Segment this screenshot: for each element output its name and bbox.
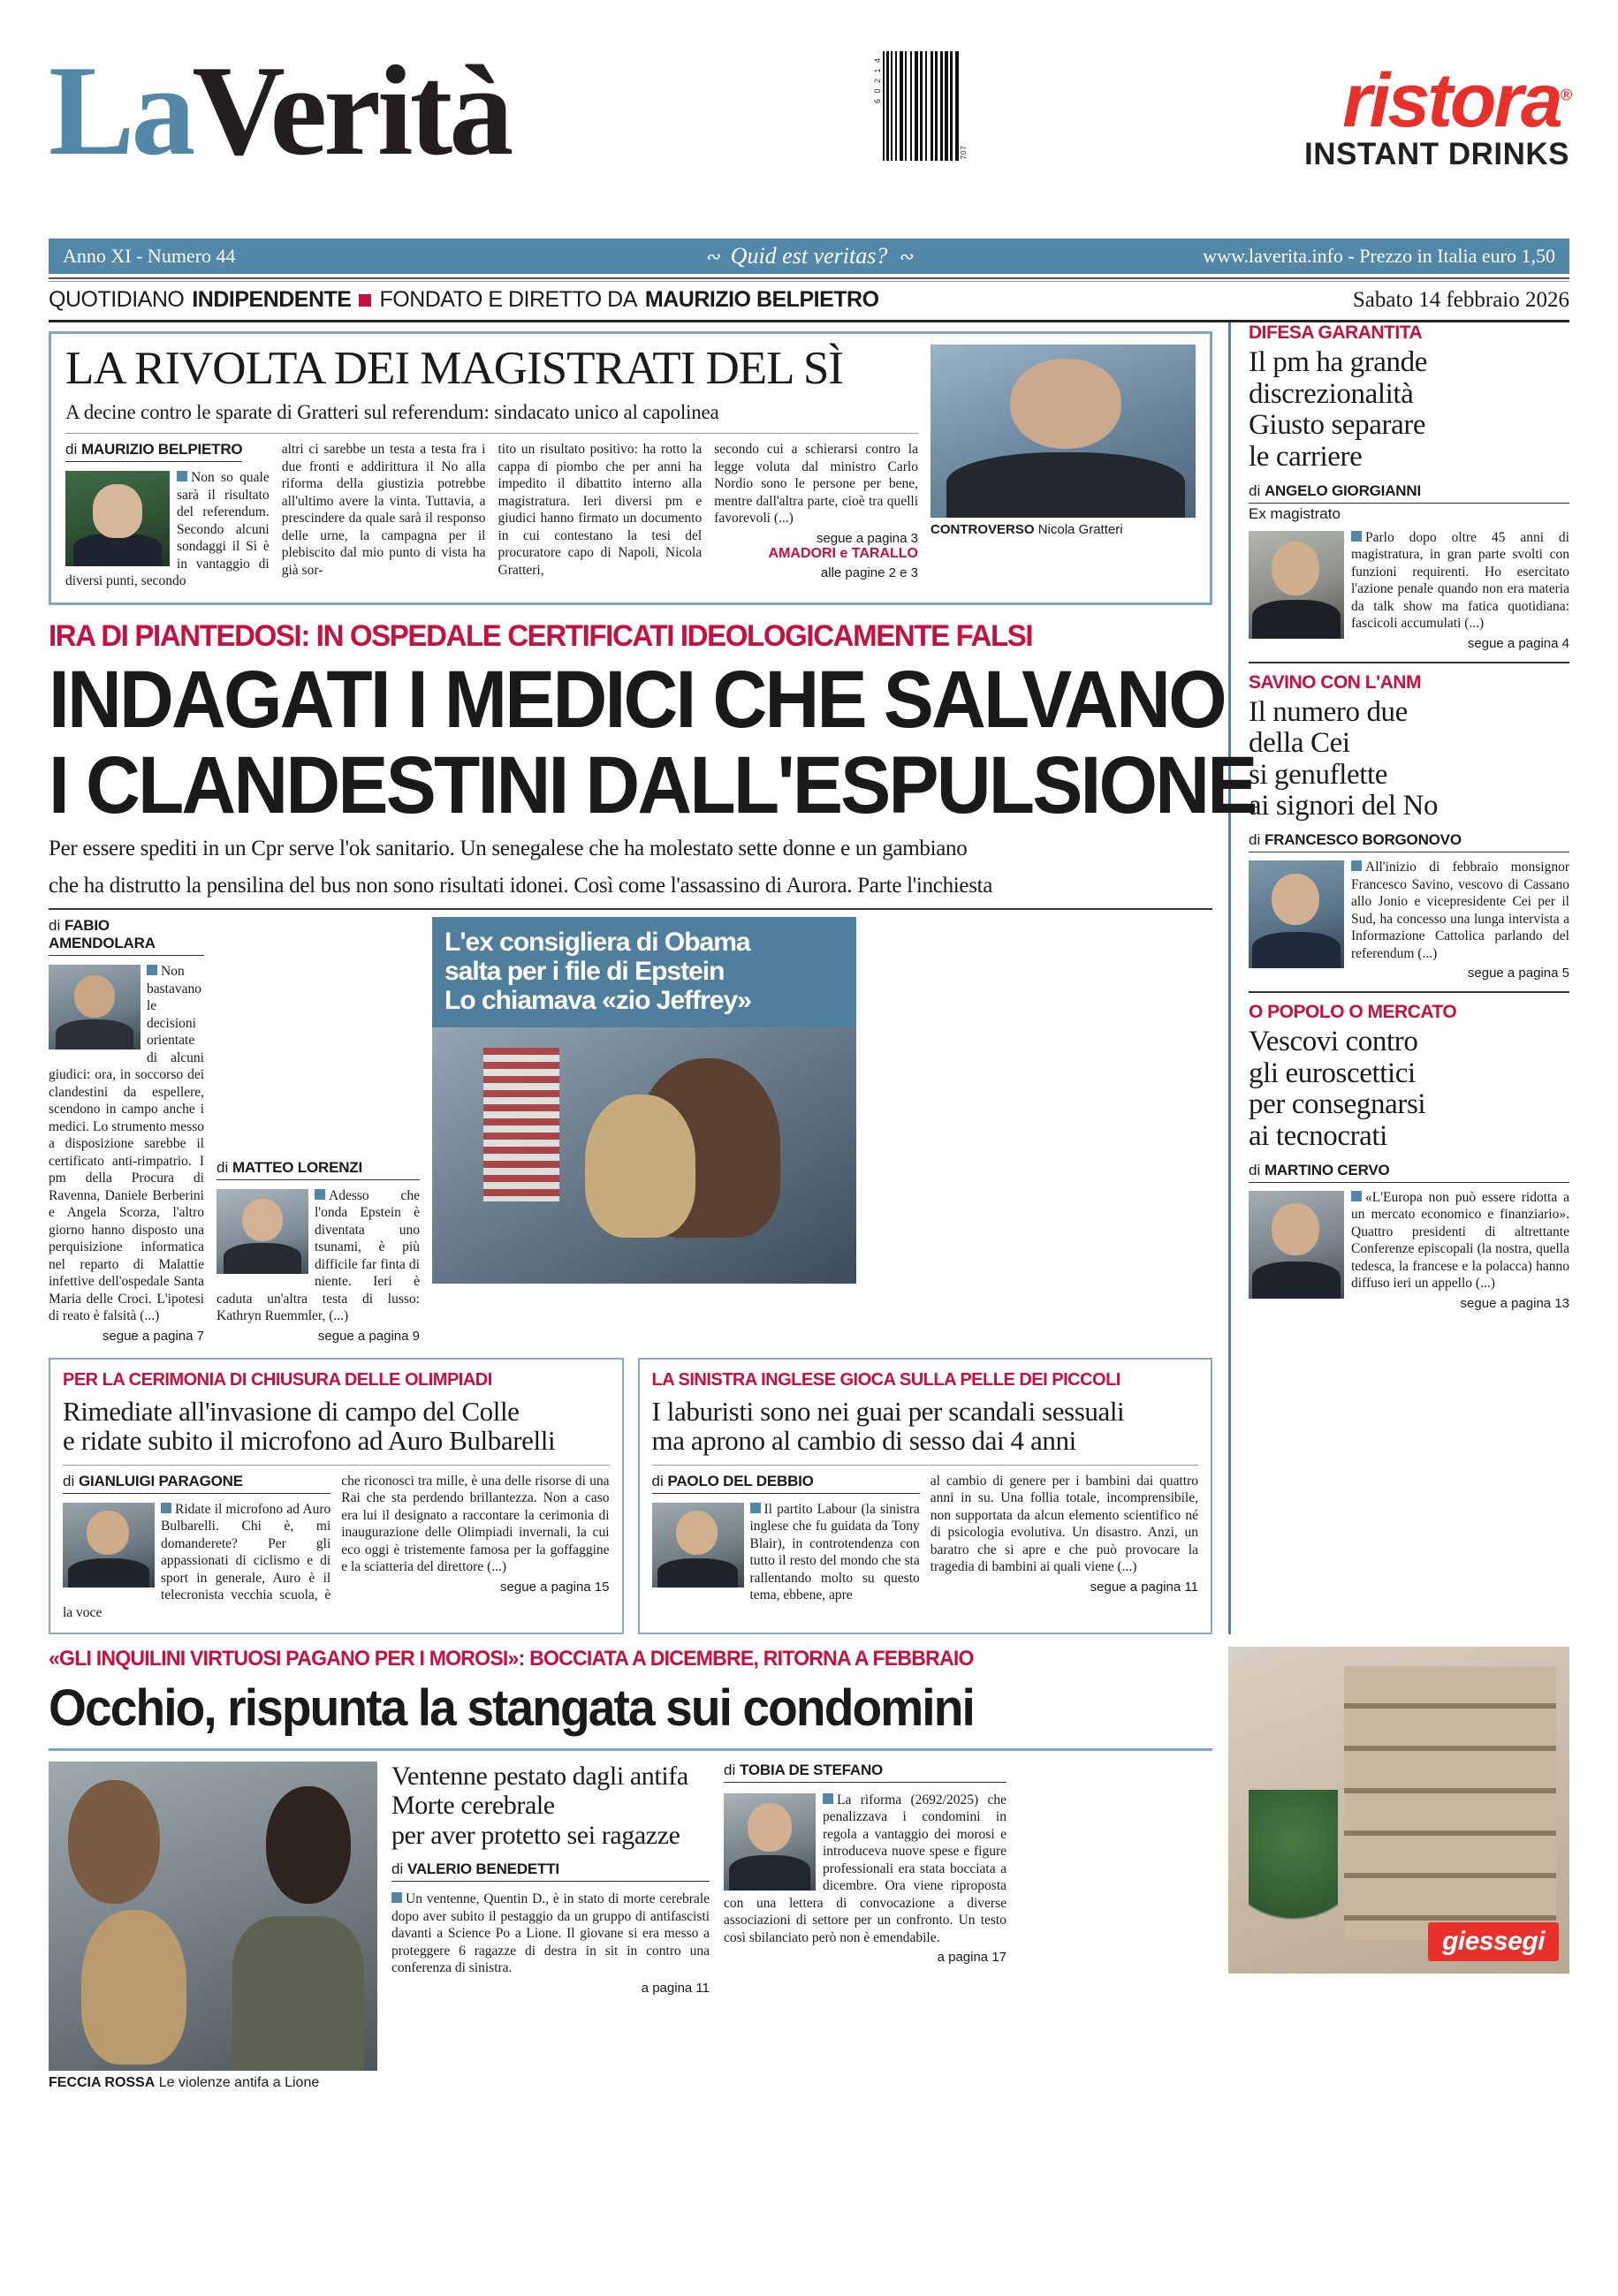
ventenne-page-ref[interactable]: a pagina 11: [641, 1980, 710, 1996]
crowd-head-2: [81, 1910, 186, 2065]
epstein-photo-block[interactable]: [432, 917, 856, 1344]
bottom-grid: [49, 1762, 1212, 2091]
ventenne-text: Un ventenne, Quentin D., è in stato di morte cerebrale dopo aver subito il pestaggio da un gruppo di antifascisti davanti a Science Po a Lione. Il giovane si era messo a proteggere 6 ragazze di destra in sit in contro una conferenza di sinistra.: [391, 1891, 710, 1976]
laburisti-col2-text: al cambio di genere per i bambini dai quattro anni in su. Una follia totale, incomprensibile, non supportata da alcun elemento scientifico né di psicologia evolutiva. Un disastro. Anzi, un baratro che si apre e che può provocare la tragedia di bambini ai quali viene (...): [930, 1473, 1198, 1575]
sidebar-segue-2[interactable]: segue a pagina 13: [1460, 1295, 1569, 1311]
sidebar-byline-0: [1249, 482, 1569, 504]
author-photo-giorgianni: [1249, 531, 1344, 639]
lorenzi-segue[interactable]: segue a pagina 9: [317, 1328, 420, 1344]
masthead: [49, 0, 1569, 239]
ristora-brand-text: ristora: [1342, 58, 1561, 143]
laburisti-col-2: [931, 1473, 1198, 1604]
condomini-text: La riforma (2692/2025) che penalizzava i condomini in regola a vantaggio dei morosi e introduceva nuove spese e figure professionali era stata bocciata a dicembre. Ora viene riproposta con una lettera di convocazione a diverse associazioni di settore per un confronto. Un testo così sbilanciato però non è emendabile.: [724, 1792, 1007, 1945]
condomini-story[interactable]: [724, 1762, 1007, 2091]
byline-prefix: di: [1249, 1161, 1261, 1178]
olimpiadi-segue[interactable]: segue a pagina 15: [500, 1579, 610, 1595]
bottom-left-column: [49, 1647, 1212, 2091]
crowd-head-3: [266, 1786, 352, 1904]
author-photo-belpietro: [65, 471, 170, 566]
ventenne-story[interactable]: [391, 1762, 710, 2091]
ventenne-headline[interactable]: [391, 1762, 710, 1851]
olimpiadi-col2-text: che riconosci tra mille, è una delle risorse di una Rai che sta perdendo brillantezza. Non a caso era lui il designato a raccontare la cerimonia di inaugurazione delle Olimpiadi invernali, la cui eco oggi è tristemente famosa per la goffaggine e la sciatteria del direttore (...): [341, 1473, 610, 1575]
issue-number: Anno XI - Numero 44: [63, 245, 236, 267]
ventenne-headline-line-3: per aver protetto sei ragazze: [391, 1820, 680, 1850]
lead-segue-1[interactable]: segue a pagina 3: [816, 530, 918, 546]
sidebar-segue-1[interactable]: segue a pagina 5: [1467, 966, 1569, 981]
lead-caption-bold: CONTROVERSO: [931, 522, 1035, 537]
author-photo-destefano: [724, 1793, 816, 1891]
sidebar-divider-1: [1249, 662, 1569, 663]
deldebbio-byline: [652, 1473, 920, 1494]
antifa-caption-bold: FECCIA ROSSA: [49, 2074, 156, 2090]
olimpiadi-col1-text: Ridate il microfono ad Auro Bulbarelli. Chi è, mi domanderete? Per gli appassionati di ciclismo e di sport in generale, Auro è il telecronista vecchia scuola, è la voce: [63, 1501, 331, 1620]
byline-prefix: di: [724, 1761, 736, 1778]
publication-date: Sabato 14 febbraio 2026: [1352, 288, 1569, 312]
antifa-photo-block: [49, 1762, 377, 2091]
two-box-section: [49, 1358, 1212, 1634]
ventenne-headline-line-1: Ventenne pestato dagli antifa: [391, 1761, 688, 1791]
sidebar-item-popolo-mercato[interactable]: [1249, 1002, 1569, 1311]
olimpiadi-headline[interactable]: [63, 1397, 610, 1456]
strap-pre: QUOTIDIANO: [49, 287, 185, 312]
blue-square-icon: [391, 1892, 402, 1903]
sidebar-item-savino-anm[interactable]: [1249, 672, 1569, 981]
divider-medium: [49, 908, 1212, 910]
condomini-body: [724, 1792, 1007, 1947]
lead-headline[interactable]: LA RIVOLTA DEI MAGISTRATI DEL SÌ: [65, 343, 843, 394]
laburisti-headline-line-1: I laburisti sono nei guai per scandali sessuali: [651, 1395, 1125, 1427]
laburisti-columns: [652, 1473, 1199, 1604]
amendolara-column: [49, 917, 204, 1344]
byline-prefix: di: [65, 441, 78, 458]
sidebar-headline-0-line-4: le carriere: [1249, 440, 1363, 473]
lead-story-box[interactable]: [49, 331, 1212, 605]
ristora-advert[interactable]: [1304, 51, 1569, 172]
sidebar-body-0-text: Parlo dopo oltre 45 anni di magistratura, in gran parte svolti con funzioni requirenti. Ho esercitato l'azione penale quando non era materia da talk show ma fatica quotidiana: fascicoli accumulati (...): [1351, 529, 1569, 632]
barcode-number-top: 6 0 2 1 4: [872, 57, 882, 104]
sidebar-headline-0-line-2: discrezionalità: [1249, 377, 1414, 410]
sidebar-headline-2[interactable]: [1249, 1027, 1569, 1153]
lead-col-4: [714, 441, 918, 590]
info-bar: [49, 239, 1569, 274]
laburisti-kicker: LA SINISTRA INGLESE GIOCA SULLA PELLE DEI PICCOLI: [651, 1369, 1120, 1390]
bottom-advert-column: [1228, 1647, 1569, 2091]
byline-author[interactable]: FABIO AMENDOLARA: [49, 917, 156, 952]
crowd-head-1: [68, 1780, 160, 1904]
byline-author[interactable]: MARTINO CERVO: [1264, 1161, 1390, 1178]
sidebar-kicker-0: DIFESA GARANTITA: [1249, 322, 1423, 343]
bottom-kicker: «GLI INQUILINI VIRTUOSI PAGANO PER I MOROSI»: BOCCIATA A DICEMBRE, RITORNA A FEBBRAIO: [49, 1646, 974, 1671]
epstein-overlay-caption: [432, 917, 856, 1027]
photo-antifa-lione: [49, 1762, 377, 2071]
swirl-right-icon: ∾: [898, 246, 914, 267]
sidebar-body-2-text: «L'Europa non può essere ridotta a un mercato economico e finanziario». Quattro presidenti di altrettante Conferenze episcopali (la nostra, quella tedesca, la francese e la polacca) hanno diffuso ieri un appello (...): [1351, 1189, 1569, 1292]
lorenzi-text: Adesso che l'onda Epstein è diventata uno tsunami, è più difficile far finta di niente. Ieri è caduta un'altra testa di lusso: Kathryn Ruemmler, (...): [216, 1187, 420, 1324]
olimpiadi-headline-line-2: e ridate subito il microfono ad Auro Bulbarelli: [63, 1425, 556, 1457]
ventenne-body: [391, 1891, 710, 1977]
laburisti-headline-line-2: ma aprono al cambio di sesso dai 4 anni: [651, 1425, 1076, 1457]
sidebar-segue-0[interactable]: segue a pagina 4: [1467, 635, 1569, 651]
sidebar-headline-1-line-4: ai signori del No: [1249, 790, 1439, 822]
byline-author[interactable]: MAURIZIO BELPIETRO: [80, 441, 243, 458]
lorenzi-body: [216, 1187, 420, 1325]
sidebar-headline-1[interactable]: [1249, 697, 1569, 823]
olimpiadi-col-2: [341, 1473, 609, 1622]
mid-grid: [49, 917, 1212, 1344]
sidebar-headline-1-line-3: si genuflette: [1249, 758, 1387, 791]
lead-byline: [65, 441, 242, 462]
logo-la: La: [49, 39, 193, 182]
bookshelf-graphic: [1344, 1666, 1555, 1941]
barcode-bars: [883, 51, 959, 161]
amendolara-segue[interactable]: segue a pagina 7: [102, 1328, 204, 1344]
author-photo-lorenzi: [216, 1189, 308, 1274]
sidebar-headline-2-line-3: per consegnarsi: [1249, 1088, 1426, 1121]
info-bar-wrapper: [49, 239, 1569, 274]
sidebar-body-0: [1249, 529, 1569, 633]
sidebar-body-1: [1249, 859, 1569, 962]
olimpiadi-col-1: [63, 1473, 330, 1622]
box-laburisti[interactable]: [638, 1358, 1213, 1634]
lead-photo-block: [931, 345, 1196, 590]
sidebar-body-1-text: All'inizio di febbraio monsignor Francesco Savino, vescovo di Cassano allo Jonio e vicepresidente Cei per il Sud, ha concesso una lunga intervista a Informazione Cattolica parlando del referendum (...): [1351, 860, 1569, 961]
sidebar-headline-1-line-1: Il numero due: [1249, 695, 1408, 728]
sidebar-headline-2-line-1: Vescovi contro: [1249, 1026, 1418, 1058]
sidebar-column: [1228, 322, 1569, 1634]
barcode: [872, 51, 968, 161]
epstein-overlay-line-2: salta per i file di Epstein: [444, 957, 725, 987]
strap-left: [49, 287, 879, 313]
byline-prefix: di: [63, 1472, 75, 1489]
bottom-section: [49, 1647, 1569, 2091]
barcode-number-bottom: 707: [959, 144, 968, 159]
byline-author[interactable]: TOBIA DE STEFANO: [739, 1761, 884, 1778]
lead-col2-text: altri ci sarebbe un testa a testa fra i due fronti e addirittura il No alla riforma della giustizia potrebbe all'ultimo avere la vinta. Tuttavia, a prescindere da quale sarà il responso delle urne, la campagna per il plebiscito dal mio punto di vista ha già sor-: [281, 442, 486, 578]
giessegi-logo: giessegi: [1428, 1922, 1559, 1961]
registered-mark-icon: ®: [1560, 86, 1569, 104]
giessegi-advert[interactable]: [1228, 1647, 1569, 1974]
blue-square-icon: [1351, 860, 1362, 871]
logo-verita: Verità: [192, 39, 511, 182]
sidebar-item-difesa-garantita[interactable]: [1249, 322, 1569, 651]
olimpiadi-columns: [63, 1473, 610, 1622]
ventenne-headline-line-2: Morte cerebrale: [391, 1791, 555, 1821]
divider-thin: [63, 1465, 610, 1466]
divider-thin: [652, 1465, 1199, 1466]
website-price[interactable]: www.laverita.info - Prezzo in Italia euro 1,50: [1203, 245, 1555, 267]
strap-line: [49, 282, 1569, 320]
motto-text: Quid est veritas?: [730, 243, 888, 269]
author-photo-paragone: [63, 1503, 155, 1587]
olimpiadi-headline-line-1: Rimediate all'invasione di campo del Colle: [63, 1395, 520, 1427]
amendolara-text: Non bastavano le decisioni orientate di alcuni giudici: ora, in soccorso dei clandestini da espellere, scendono in campo anche i medici. Lo strumento messo a disposizione sarebbe il certificato anti-rimpatrio. I pm della Procura di Ravenna, Daniele Berberini e Angela Scorza, l'altro giorno hanno disposto una perquisizione informatica nel reparto di Malattie infettive dell'ospedale Santa Maria delle Croci. L'ipotesi di reato è falsità (...): [49, 964, 204, 1324]
lead-col-3: [498, 441, 703, 590]
antifa-photo-caption: [49, 2075, 377, 2091]
destefano-byline: [724, 1762, 1007, 1783]
byline-author[interactable]: ANGELO GIORGIANNI: [1264, 481, 1421, 499]
swirl-left-icon: ∾: [704, 246, 720, 267]
body-grid: [49, 322, 1569, 1634]
red-square-icon: [359, 294, 371, 307]
lead-story-text: [65, 345, 918, 590]
laburisti-segue[interactable]: segue a pagina 11: [1090, 1579, 1198, 1595]
byline-prefix: di: [651, 1472, 664, 1489]
blue-square-icon: [315, 1189, 325, 1200]
sidebar-headline-0-line-3: Giusto separare: [1249, 409, 1426, 442]
epstein-overlay-line-3: Lo chiamava «zio Jeffrey»: [444, 986, 751, 1016]
olimpiadi-body-1: [63, 1501, 330, 1622]
main-deck-line-1: Per essere spediti in un Cpr serve l'ok sanitario. Un senegalese che ha molestato sette donne e un gambiano: [49, 837, 968, 861]
strap-independent: INDIPENDENTE: [192, 287, 352, 312]
us-flag-element: [483, 1048, 559, 1201]
photo-gratteri: [931, 345, 1196, 518]
byline-prefix: di: [1249, 481, 1261, 499]
box-olimpiadi[interactable]: [49, 1358, 624, 1634]
ristora-tagline: INSTANT DRINKS: [1304, 137, 1569, 172]
lead-body-1: [65, 469, 270, 590]
ristora-wordmark: [1342, 58, 1569, 143]
motto: [705, 243, 913, 269]
byline-author[interactable]: PAOLO DEL DEBBIO: [667, 1472, 814, 1489]
lead-col-2: [282, 441, 486, 590]
sidebar-role-0: Ex magistrato: [1249, 504, 1341, 522]
sidebar-kicker-1: SAVINO CON L'ANM: [1249, 671, 1421, 693]
paragone-byline: [63, 1473, 330, 1494]
laburisti-col1-text: Il partito Labour (la sinistra inglese che fu guidata da Tony Blair), in controtendenza con tutto il resto del mondo che sta rallentando molto su questo tema, ebbene, apre: [749, 1501, 920, 1603]
author-photo-cervo: [1249, 1191, 1344, 1299]
sidebar-headline-0[interactable]: [1249, 347, 1569, 474]
lorenzi-column: [216, 1159, 420, 1344]
byline-prefix: di: [49, 917, 61, 935]
epstein-overlay-line-1: L'ex consigliera di Obama: [444, 928, 750, 958]
amendolara-byline: [49, 917, 204, 956]
crowd-body-4: [232, 1916, 364, 2071]
byline-prefix: di: [216, 1158, 229, 1176]
lead-authors-2[interactable]: AMADORI e TARALLO: [768, 545, 918, 561]
main-column: [49, 322, 1256, 1634]
lead-col4-text: secondo cui a schierarsi contro la legge voluta dal ministro Carlo Nordio sono le persone per bene, mentre dall'altra parte, cioè tra quelli favorevoli (...): [714, 442, 918, 527]
main-deck-line-2: che ha distrutto la pensilina del bus non sono risultati idonei. Così come l'assassino di Aurora. Parte l'inchiesta: [49, 874, 993, 898]
main-headline-line-2[interactable]: I CLANDESTINI DALL'ESPULSIONE: [49, 739, 1256, 830]
strap-founded: FONDATO E DIRETTO DA: [379, 287, 637, 312]
main-headline-line-1[interactable]: INDAGATI I MEDICI CHE SALVANO: [49, 654, 1225, 745]
byline-author[interactable]: GIANLUIGI PARAGONE: [78, 1472, 243, 1489]
condomini-page-ref[interactable]: a pagina 17: [937, 1950, 1007, 1966]
antifa-caption-text: Le violenze antifa a Lione: [158, 2074, 320, 2090]
masthead-logo[interactable]: [49, 39, 511, 182]
amendolara-body: [49, 963, 204, 1325]
sidebar-kicker-2: O POPOLO O MERCATO: [1249, 1002, 1457, 1023]
lead-columns: [65, 441, 918, 590]
laburisti-headline[interactable]: [652, 1397, 1199, 1456]
lead-photo-caption: [931, 522, 1196, 537]
sidebar-headline-1-line-2: della Cei: [1249, 727, 1350, 760]
sidebar-byline-1: [1249, 831, 1569, 852]
divider-thin: [65, 433, 918, 434]
plant-graphic: [1249, 1790, 1337, 1959]
lead-col1-text: Non so quale sarà il risultato del referendum. Secondo alcuni sondaggi il Sì è in vantaggio di diversi punti, secondo: [65, 470, 270, 589]
blue-square-icon: [147, 965, 157, 975]
author-photo-borgonovo: [1249, 860, 1344, 968]
benedetti-byline: [391, 1860, 710, 1882]
blue-square-icon: [177, 471, 187, 481]
byline-prefix: di: [1249, 831, 1261, 849]
strap-director: MAURIZIO BELPIETRO: [644, 287, 879, 312]
barcode-block: [872, 51, 968, 166]
olimpiadi-kicker: PER LA CERIMONIA DI CHIUSURA DELLE OLIMPIADI: [63, 1369, 492, 1390]
blue-square-icon: [161, 1503, 171, 1513]
divider-blue: [49, 1748, 1212, 1751]
blue-square-icon: [823, 1793, 833, 1804]
photo-obama-ruemmler: [432, 1027, 856, 1284]
lorenzi-byline: [216, 1159, 420, 1180]
lead-pages-2[interactable]: alle pagine 2 e 3: [820, 565, 918, 580]
sidebar-divider-2: [1249, 991, 1569, 993]
sidebar-headline-2-line-2: gli euroscettici: [1249, 1057, 1416, 1089]
main-kicker: IRA DI PIANTEDOSI: IN OSPEDALE CERTIFICATI IDEOLOGICAMENTE FALSI: [49, 618, 1033, 653]
laburisti-col-1: [652, 1473, 920, 1604]
sidebar-body-2: [1249, 1189, 1569, 1292]
person-2-shape: [585, 1095, 695, 1238]
lead-caption-text: Nicola Gratteri: [1037, 522, 1123, 537]
sidebar-headline-0-line-1: Il pm ha grande: [1249, 346, 1428, 378]
laburisti-body-1: [652, 1501, 920, 1604]
blue-square-icon: [1351, 531, 1362, 542]
blue-square-icon: [1351, 1191, 1362, 1201]
blue-square-icon: [750, 1503, 761, 1513]
lead-deck: A decine contro le sparate di Gratteri sul referendum: sindacato unico al capolinea: [65, 401, 719, 424]
bottom-headline[interactable]: Occhio, rispunta la stangata sui condomini: [49, 1678, 974, 1737]
author-photo-deldebbio: [652, 1503, 744, 1587]
author-photo-amendolara: [49, 965, 141, 1049]
sidebar-headline-2-line-4: ai tecnocrati: [1249, 1120, 1387, 1153]
byline-author[interactable]: VALERIO BENEDETTI: [406, 1860, 559, 1878]
byline-author[interactable]: MATTEO LORENZI: [232, 1158, 363, 1176]
byline-author[interactable]: FRANCESCO BORGONOVO: [1264, 831, 1462, 849]
lead-col-1: [65, 441, 270, 590]
sidebar-byline-2: [1249, 1162, 1569, 1183]
lead-col3-text: tito un risultato positivo: ha rotto la cappa di piombo che per anni ha impedito il dibattito interno alla magistratura. Ieri diversi pm e giudici hanno firmato un documento in cui contestano la tesi del procuratore capo di Napoli, Nicola Gratteri,: [498, 442, 703, 578]
byline-prefix: di: [391, 1860, 404, 1878]
